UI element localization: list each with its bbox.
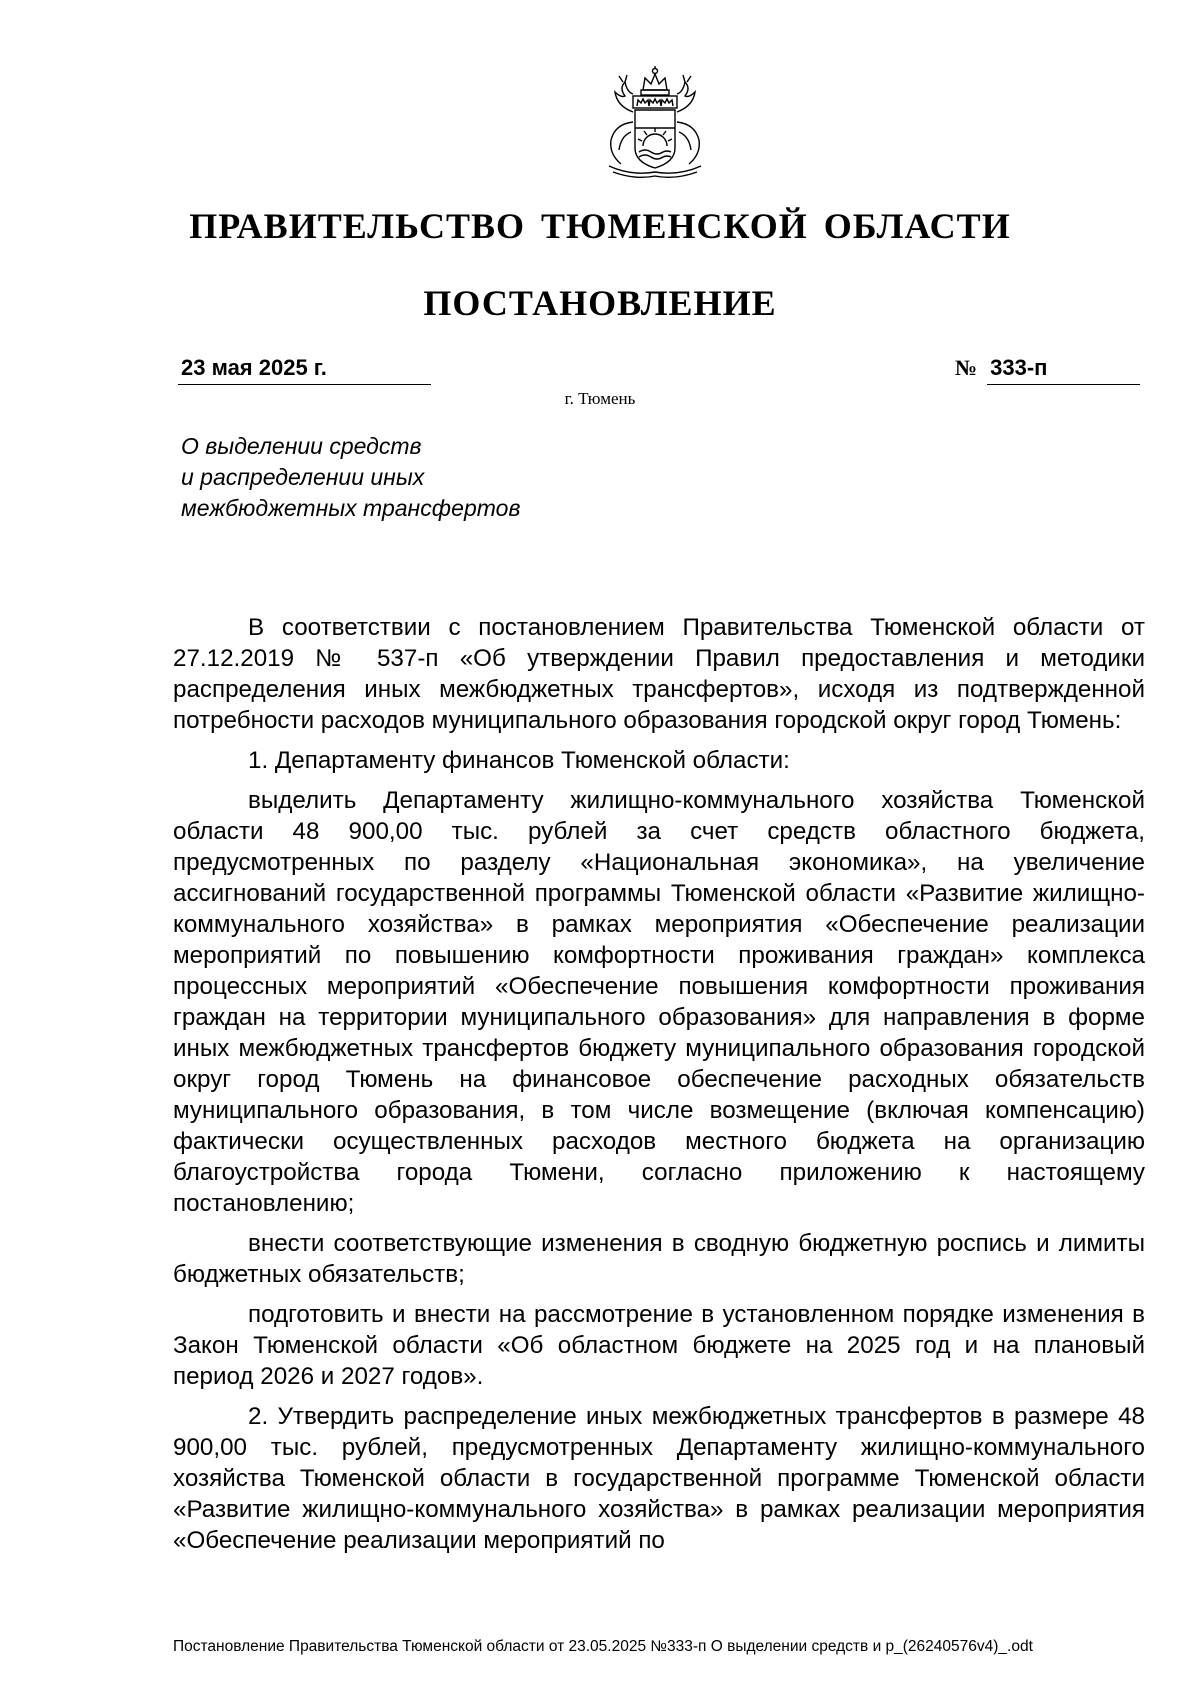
page-footer: Постановление Правительства Тюменской области от 23.05.2025 №333-п О выделении средств и р_(26240576v4)_.odt bbox=[173, 1638, 1033, 1655]
organization-title: ПРАВИТЕЛЬСТВО ТЮМЕНСКОЙ ОБЛАСТИ bbox=[189, 206, 1011, 246]
body-paragraph: 2. Утвердить распределение иных межбюджетных трансфертов в размере 48 900,00 тыс. рублей, предусмотренных Департаменту жилищно-коммунального хозяйства Тюменской области в государственной программе Тюменской области «Развитие жилищно-коммунального хозяйства» в рамках реализации мероприятия «Обеспечение реализации мероприятий по bbox=[173, 1403, 1145, 1554]
document-number-block bbox=[955, 355, 1140, 385]
body-paragraph: выделить Департаменту жилищно-коммунального хозяйства Тюменской области 48 900,00 тыс. рублей за счет средств областного бюджета, предусмотренных по разделу «Национальная экономика», на увеличение ассигнований государственной программы Тюменской области «Развитие жилищно-коммунального хозяйства» в рамках мероприятия «Обеспечение реализации мероприятий по повышению комфортности проживания граждан» комплекса процессных мероприятий «Обеспечение повышения комфортности проживания граждан на территории муниципального образования» для направления в форме иных межбюджетных трансфертов бюджету муниципального образования городской округ город Тюмень на финансовое обеспечение расходных обязательств муниципального образования, в том числе возмещение (включая компенсацию) фактически осуществленных расходов местного бюджета на организацию благоустройства города Тюмени, согласно приложению к настоящему постановлению; bbox=[173, 787, 1145, 1217]
body-paragraph: внести соответствующие изменения в сводную бюджетную роспись и лимиты бюджетных обязательств; bbox=[173, 1230, 1145, 1288]
body-paragraph: 1. Департаменту финансов Тюменской области: bbox=[248, 747, 790, 774]
document-subject bbox=[181, 431, 681, 524]
subject-line: О выделении средств bbox=[181, 433, 422, 459]
document-body bbox=[173, 612, 1145, 1565]
body-paragraph: В соответствии с постановлением Правительства Тюменской области от 27.12.2019 № 537-п «Об утверждении Правил предоставления и методики распределения иных межбюджетных трансфертов», исходя из подтвержденной потребности расходов муниципального образования городской округ город Тюмень: bbox=[173, 614, 1145, 734]
coat-of-arms-icon bbox=[595, 62, 715, 182]
document-type-title: ПОСТАНОВЛЕНИЕ bbox=[423, 283, 777, 323]
document-city: г. Тюмень bbox=[564, 389, 636, 408]
subject-line: межбюджетных трансфертов bbox=[181, 495, 521, 521]
document-date: 23 мая 2025 г. bbox=[178, 355, 431, 385]
document-number: 333-п bbox=[987, 355, 1140, 385]
number-sign: № bbox=[955, 355, 978, 380]
subject-line: и распределении иных bbox=[181, 464, 425, 490]
body-paragraph: подготовить и внести на рассмотрение в установленном порядке изменения в Закон Тюменской области «Об областном бюджете на 2025 год и на плановый период 2026 и 2027 годов». bbox=[173, 1301, 1145, 1390]
